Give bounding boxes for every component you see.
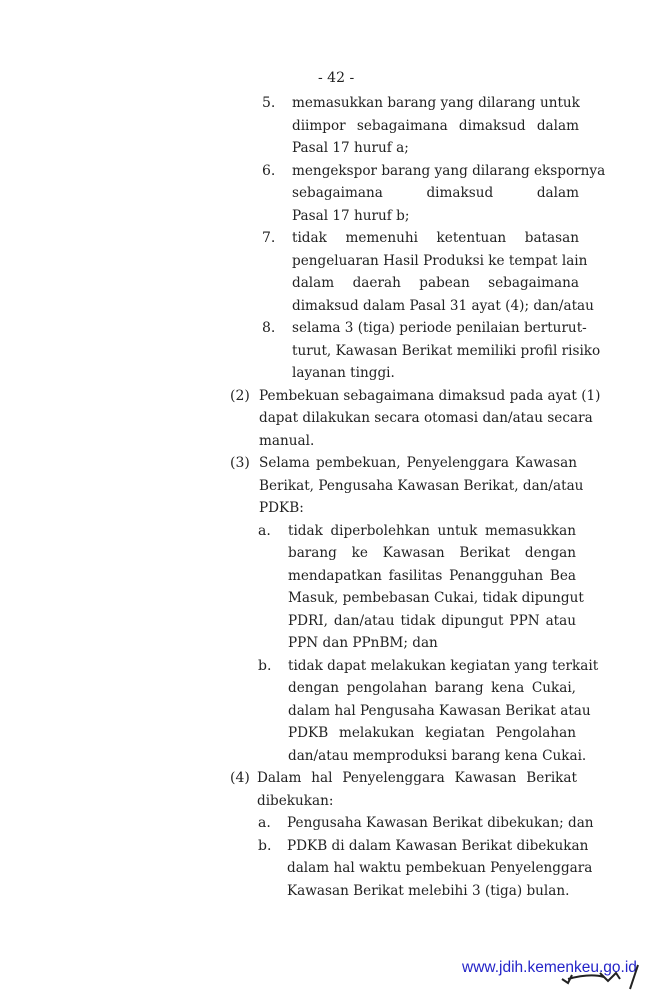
text-line: tidak dapat melakukan kegiatan yang terkait <box>288 657 599 674</box>
text-line: selama 3 (tiga) periode penilaian berturut- <box>292 320 587 336</box>
text-line: Berikat, Pengusaha Kawasan Berikat, dan/atau <box>259 477 584 494</box>
list-item-number: 8. <box>262 320 276 336</box>
text-line: pengeluaran Hasil Produksi ke tempat lain <box>292 252 588 269</box>
text-line: PDKB: <box>259 500 304 516</box>
page-number: - 42 - <box>318 70 355 86</box>
text-line: dalam daerah pabean sebagaimana <box>292 275 579 291</box>
text-line: dengan pengolahan barang kena Cukai, <box>288 680 576 696</box>
text-line: Dalam hal Penyelenggara Kawasan Berikat <box>257 770 577 786</box>
text-line: layanan tinggi. <box>292 365 395 381</box>
document-body <box>0 92 654 902</box>
list-item <box>0 92 654 160</box>
watermark-link[interactable]: www.jdih.kemenkeu.go.id <box>462 959 637 976</box>
list-item <box>0 160 654 228</box>
list-item-number: (4) <box>230 770 250 786</box>
text-line: memasukkan barang yang dilarang untuk <box>292 95 580 111</box>
list-item-number: b. <box>258 837 272 854</box>
text-line: dimaksud dalam Pasal 31 ayat (4); dan/atau <box>292 297 594 314</box>
list-item-number: 6. <box>262 162 276 179</box>
list-item-number: a. <box>258 522 271 539</box>
list-item <box>0 317 654 385</box>
list-item-number: b. <box>258 657 272 674</box>
list-item-number: 5. <box>262 95 276 111</box>
text-line: dan/atau memproduksi barang kena Cukai. <box>288 747 587 764</box>
text-line: dapat dilakukan secara otomasi dan/atau secara <box>259 410 593 426</box>
text-line: sebagaimana dimaksud dalam <box>292 185 579 201</box>
text-line: manual. <box>259 432 315 449</box>
text-line: PDRI, dan/atau tidak dipungut PPN atau <box>288 612 576 629</box>
text-line: dibekukan: <box>257 792 334 809</box>
list-item <box>0 452 654 520</box>
text-line: Pasal 17 huruf a; <box>292 140 409 156</box>
list-item-number: a. <box>258 815 271 831</box>
list-item-number: (3) <box>230 455 250 471</box>
text-line: dalam hal Pengusaha Kawasan Berikat atau <box>288 702 591 719</box>
text-line: diimpor sebagaimana dimaksud dalam <box>292 117 579 134</box>
list-item <box>0 812 654 835</box>
text-line: PPN dan PPnBM; dan <box>288 635 438 651</box>
text-line: tidak diperbolehkan untuk memasukkan <box>288 522 576 539</box>
list-item <box>0 227 654 317</box>
list-item <box>0 385 654 453</box>
text-line: PDKB di dalam Kawasan Berikat dibekukan <box>287 837 589 854</box>
list-item <box>0 655 654 768</box>
text-line: PDKB melakukan kegiatan Pengolahan <box>288 725 576 741</box>
list-item <box>0 520 654 655</box>
text-line: turut, Kawasan Berikat memiliki profil risiko <box>292 342 601 359</box>
list-item <box>0 835 654 903</box>
list-item <box>0 767 654 812</box>
text-line: Masuk, pembebasan Cukai, tidak dipungut <box>288 590 584 606</box>
text-line: Pengusaha Kawasan Berikat dibekukan; dan <box>287 815 594 831</box>
text-line: Selama pembekuan, Penyelenggara Kawasan <box>259 455 577 471</box>
text-line: Pembekuan sebagaimana dimaksud pada ayat (1) <box>259 387 601 404</box>
signature-initials-icon <box>560 955 650 995</box>
text-line: barang ke Kawasan Berikat dengan <box>288 545 576 561</box>
list-item-number: (2) <box>230 387 250 404</box>
text-line: Kawasan Berikat melebihi 3 (tiga) bulan. <box>287 882 570 899</box>
text-line: dalam hal waktu pembekuan Penyelenggara <box>287 860 593 876</box>
text-line: tidak memenuhi ketentuan batasan <box>292 230 579 246</box>
text-line: Pasal 17 huruf b; <box>292 207 410 224</box>
text-line: mendapatkan fasilitas Penangguhan Bea <box>288 567 576 584</box>
text-line: mengekspor barang yang dilarang ekspornya <box>292 162 606 179</box>
list-item-number: 7. <box>262 230 276 246</box>
